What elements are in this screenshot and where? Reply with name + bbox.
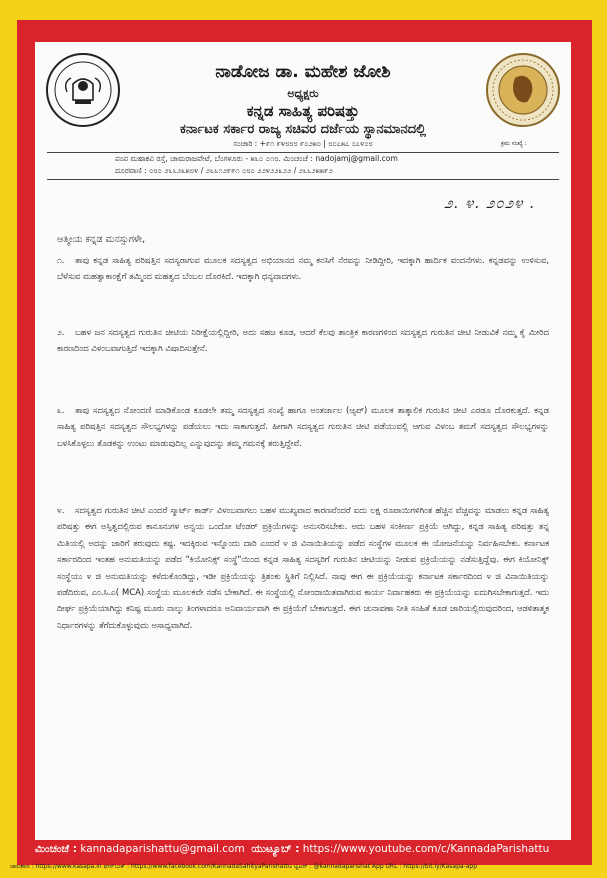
letter-paper — [35, 42, 571, 840]
youtube-label: ಯುಟ್ಯೂಬ್ : — [251, 843, 300, 855]
paragraph-number: ೪. — [57, 505, 65, 515]
paragraph-3 — [57, 402, 549, 451]
organization-name: ಕನ್ನಡ ಸಾಹಿತ್ಯ ಪರಿಷತ್ತು — [246, 102, 360, 120]
karnataka-emblem-icon — [45, 52, 121, 128]
letter-date: ೨. ೪. ೨೦೨೪ . — [443, 194, 535, 212]
phone-line: ಸಂಚಾರಿ : +೯೧ ೯೪೮೮೮ ೯೦೨೫೦ | ೮೦೭೫೭ ೦೭೪೦೮ — [233, 139, 373, 148]
paragraph-text: ಸದಸ್ಯತ್ವದ ಗುರುತಿನ ಚೀಟಿ ಎಂದರೆ ಸ್ಮಾರ್ಟ್ ಕಾರ್ಡ್ ವಿಳಂಬವಾಗಲು ಬಹಳ ಮುಖ್ಯವಾದ ಕಾರಣವೆಂದರೆ ಐದು ಲಕ್ಷ ರೂಪಾಯಿಗಳಿಗಿಂತ ಹೆಚ್ಚಿನ ವೆಚ್ಚವನ್ನು ಮಾಡಲು ಕನ್ನಡ ಸಾಹಿತ್ಯ ಪರಿಷತ್ತು ಈಗ ಅಸ್ತಿತ್ವದಲ್ಲಿರುವ ಕಾನೂನುಗಳ ಅನ್ವಯ ಒಂದೋ ಟೆಂಡರ್ ಪ್ರಕ್ರಿಯೆಗಳನ್ನು ಅನುಸರಿಸಬೇಕು. ಅದು ಬಹಳ ಸಂಕೀರ್ಣ ಪ್ರಕ್ರಿಯೆ ಆಗಿದ್ದು, ಕನ್ನಡ ಸಾಹಿತ್ಯ ಪರಿಷತ್ತು ತನ್ನ ಮಿತಿಯಲ್ಲಿ ಅದನ್ನು ಜಾರಿಗೆ ತರುವುದು ಕಷ್ಟ. ಇದಕ್ಕಿರುವ ಇನ್ನೊಂದು ದಾರಿ ಎಂದರೆ ೪ ಜಿ ವಿನಾಯಿತಿಯನ್ನು ಪಡೆದ ಸಂಸ್ಥೆಗಳ ಮೂಲಕ ಈ ಯೋಜನೆಯನ್ನು ನಿರ್ವಹಿಸಬೇಕು. ಕರ್ನಾಟಕ ಸರ್ಕಾರದಿಂದ ಇಂತಹ ಅನುಮತಿಯನ್ನು ಪಡೆದ "ಕಿಯೋನಿಕ್ಸ್ ಸಂಸ್ಥೆ"ಯಿಂದ ಕನ್ನಡ ಸಾಹಿತ್ಯ ಸದಸ್ಯರಿಗೆ ಗುರುತಿನ ಚೀಟಿಯನ್ನು ನೀಡುವ ಪ್ರಕ್ರಿಯೆಯನ್ನು ನಡೆಸುತ್ತಿದ್ದೆವು. ಈಗ ಕಿಯೋನಿಕ್ಸ್ ಸಂಸ್ಥೆಯು ೪ ಜಿ ಅನುಮತಿಯನ್ನು ಕಳೆದುಕೊಂಡಿದ್ದು, ಇಡೀ ಪ್ರಕ್ರಿಯೆಯನ್ನು ತ್ರಿಶಂಕು ಸ್ಥಿತಿಗೆ ನಿಲ್ಲಿಸಿದೆ. ನಾವು ಈಗ ಈ ಪ್ರಕ್ರಿಯೆಯನ್ನು ಕರ್ನಾಟಕ ಸರ್ಕಾರದಿಂದ ೪ ಜಿ ವಿನಾಯಿತಿಯನ್ನು ಪಡೆದಿರುವ, ಎಂ.ಸಿ.ಎ( MCA) ಸಂಸ್ಥೆಯ ಮೂಲಕವೇ ನಡೆಸ ಬೇಕಾಗಿದೆ. ಈ ಸಂಸ್ಥೆಯಲ್ಲಿ ನೋಂದಾಯಿತವಾಗಿರುವ ಕಾರ್ಯ ನಿರ್ವಾಹಕರು ಈ ಪ್ರಕ್ರಿಯೆಯನ್ನು ಐದುಗಿಸಬೇಕಾಗುತ್ತದೆ. ಇದು ದೀರ್ಘ ಪ್ರಕ್ರಿಯೆಯಾಗಿದ್ದು ಕನಿಷ್ಟ ಮೂರು ನಾಲ್ಕು ತಿಂಗಳಾದರೂ ಅನಿವಾರ್ಯವಾಗಿ ಈ ಪ್ರಕ್ರಿಯೆಗೆ ಬೇಕಾಗುತ್ತದೆ. ಈಗ ಚುನಾವಣಾ ನೀತಿ ಸಂಹಿತೆ ಕೂಡ ಜಾರಿಯಲ್ಲಿರುವುದರಿಂದ, ಆಡಳಿತಾತ್ಮಕ ನಿರ್ಧಾರಗಳನ್ನು ತೆಗೆದುಕೊಳ್ಳುವುದು ಅಸಾಧ್ಯವಾಗಿದೆ. — [57, 505, 549, 630]
footer-contact-bar — [35, 843, 571, 861]
address-line-1: ಪಂಪ ಮಹಾಕವಿ ರಸ್ತೆ, ಚಾಮರಾಜಪೇಟೆ, ಬೆಂಗಳೂರು - ೫೬೦ ೦೧೮. ಮಿಂಚಂಚೆ : nadojamj@gmail.com — [115, 154, 398, 163]
email-label: ಮಿಂಚಂಚೆ : — [35, 843, 77, 855]
paragraph-text: ಬಹಳ ಜನ ಸದಸ್ಯತ್ವದ ಗುರುತಿನ ಚೀಟಿಯ ನಿರೀಕ್ಷೆಯಲ್ಲಿದ್ದೀರಿ, ಅದು ಸಹಜ ಕೂಡ, ಆದರೆ ಕೆಲವು ತಾಂತ್ರಿಕ ಕಾರಣಗಳಿಂದ ಸದಸ್ಯತ್ವದ ಗುರುತಿನ ಚೀಟಿ ನೀಡುವಿಕೆ ನಮ್ಮ ಕೈ ಮೀರಿದ ಕಾರಣದಿಂದ ವಿಳಂಬವಾಗುತ್ತಿದೆ ಇದಕ್ಕಾಗಿ ವಿಷಾದಿಸುತ್ತೇನೆ. — [57, 327, 549, 354]
address-line-2: ದೂರವಾಣಿ : ೦೮೦ ೨೬೬೨೩೫೮೪ / ೨೬೬೧೨೯೯೧ ೦೮೦ ೨೨೪೨೨೩೨೨ / ೨೬೬೨೫೫೯೨ — [115, 166, 333, 175]
paragraph-text: ತಾವು ಸದಸ್ಯತ್ವದ ನೋಂದಣಿ ಮಾಡಿಕೊಂಡ ಕೂಡಲೇ ತಮ್ಮ ಸದಸ್ಯತ್ವದ ಸಂಖ್ಯೆ ಹಾಗೂ ಅಂತರ್ಜಾಲ (ಆ್ಯಪ್) ಮೂಲಕ ತಾತ್ಕಾಲಿಕ ಗುರುತಿನ ಚೀಟಿ ಎರಡೂ ದೊರಕುತ್ತದೆ. ಕನ್ನಡ ಸಾಹಿತ್ಯ ಪರಿಷತ್ತಿನ ಸದಸ್ಯತ್ವದ ಸೌಲಭ್ಯಗಳನ್ನು ಪಡೆಯಲು ಇದು ಸಾಕಾಗುತ್ತದೆ. ಹೀಗಾಗಿ ಸದಸ್ಯತ್ವದ ಗುರುತಿನ ಚೀಟಿ ಪಡೆಯುವಲ್ಲಿ ಆಗುವ ವಿಳಂಬ ತಮಗೆ ಸದಸ್ಯತ್ವದ ಸೌಲಭ್ಯಗಳನ್ನು ಬಳಸಿಕೊಳ್ಳಲು ತೊಡಕನ್ನು ಉಂಟು ಮಾಡುವುದಿಲ್ಲ ಎನ್ನುವುದನ್ನು ತಮ್ಮ ಗಮನಕ್ಕೆ ತರುತ್ತಿದ್ದೇವೆ. — [57, 405, 549, 448]
paragraph-4 — [57, 502, 549, 633]
reference-label: ಕ್ರಮ ಸಂಖ್ಯೆ : — [501, 140, 527, 147]
paragraph-number: ೨. — [57, 327, 65, 337]
paragraph-text: ತಾವು ಕನ್ನಡ ಸಾಹಿತ್ಯ ಪರಿಷತ್ತಿನ ಸದಸ್ಯರಾಗುವ ಮೂಲಕ ಸದಸ್ಯತ್ವದ ಅಭಿಯಾನದ ನಮ್ಮ ಕನಸಿಗೆ ನೆರವನ್ನು ನೀಡಿದ್ದೀರಿ, ಇದಕ್ಕಾಗಿ ಹಾರ್ದಿಕ ವಂದನೆಗಳು. ಕನ್ನಡವನ್ನು ಉಳಿಸುವ, ಬೆಳೆಸುವ ಮಹತ್ವಾಕಾಂಕ್ಷೆಗೆ ತಮ್ಮಿಂದ ಮಹತ್ವದ ಬೆಂಬಲ ದೊರಕಿದೆ. ಇದಕ್ಕಾಗಿ ಧನ್ಯವಾದಗಳು. — [57, 255, 549, 282]
paragraph-number: ೧. — [57, 255, 65, 265]
paragraph-1 — [57, 252, 549, 285]
address-divider — [47, 179, 559, 180]
status-line: ಕರ್ನಾಟಕ ಸರ್ಕಾರ ರಾಜ್ಯ ಸಚಿವರ ದರ್ಜೆಯ ಸ್ಥಾನಮಾನದಲ್ಲಿ — [180, 122, 426, 137]
header-divider — [47, 152, 559, 153]
paragraph-2 — [57, 324, 549, 357]
kasapa-seal-icon — [485, 52, 561, 128]
greeting: ಆತ್ಮೀಯ ಕನ್ನಡ ಮನಸ್ಸುಗಳೇ, — [57, 234, 146, 245]
designation: ಅಧ್ಯಕ್ಷರು — [287, 87, 319, 100]
president-name: ನಾಡೋಜ ಡಾ. ಮಹೇಶ ಜೋಶಿ — [215, 62, 391, 82]
footer-email-link[interactable]: kannadaparishattu@gmail.com — [80, 843, 245, 855]
footer-links-line[interactable]: ಜಾಲತಾಣ : https://www.kasapa.in ಫೇಸ್‌ಬುಕ್ : https://www.facebook.com/KannadaSahityaParishattu ಟ್ವಿಟರ್ : @kannadaparishat App URL : https://bit.ly/Kasapa-app — [10, 863, 478, 870]
footer-youtube-link[interactable]: https://www.youtube.com/c/KannadaParishattu — [302, 843, 550, 855]
paragraph-number: ೩. — [57, 405, 65, 415]
